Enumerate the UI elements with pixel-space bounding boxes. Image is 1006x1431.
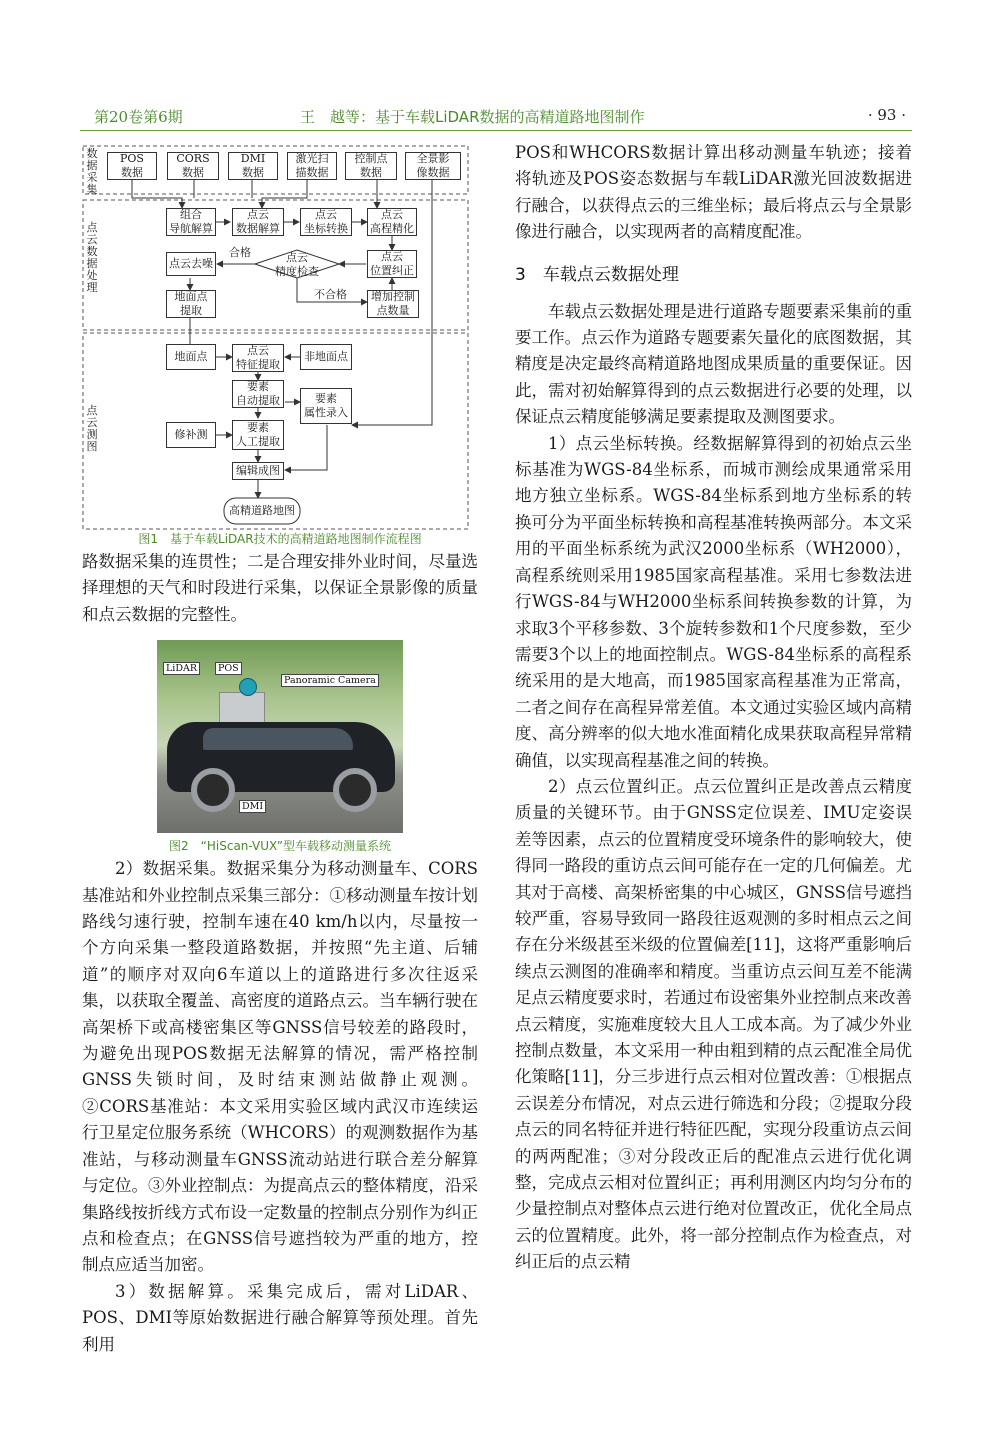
right-column: [515, 140, 912, 1276]
box-integrated-nav: 组合 导航解算: [166, 208, 216, 236]
box-hd-road-map: 高精道路地图: [229, 504, 295, 517]
label-data-collection: 数据采集: [86, 147, 98, 196]
label-lidar: LiDAR: [163, 662, 200, 675]
left-paragraph-3: 3）数据解算。采集完成后，需对LiDAR、POS、DMI等原始数据进行融合解算等预处理。首先利用: [82, 1281, 478, 1354]
label-panoramic-camera: Panoramic Camera: [281, 674, 379, 687]
box-laser-data: 激光扫 描数据: [287, 152, 337, 180]
figure-2-photo: [157, 640, 403, 833]
box-panorama-data: 全景影 像数据: [405, 152, 461, 180]
left-column: [82, 140, 478, 1358]
vehicle-window: [203, 728, 353, 750]
right-paragraph-3: 1）点云坐标转换。经数据解算得到的初始点云坐标基准为WGS-84坐标系，而城市测绘成果通常采用地方独立坐标系。WGS-84坐标系到地方坐标系的转换可分为平面坐标转换和高程基准转换两部分。本文采用的平面坐标系统为武汉2000坐标系（WH2000），高程系统则采用1985国家高程基准。采用七参数法进行WGS-84与WH2000坐标系间转换参数的计算，为求取3个平移参数、3个旋转参数和1个尺度参数，至少需要3个以上的地面控制点。WGS-84坐标系的高程系统采用的是大地高，而1985国家高程基准为正常高，二者之间存在高程异常差值。本文通过实验区域内高精度、高分辨率的似大地水准面精化成果获取高程异常精确值，以实现高程基准之间的转换。: [515, 433, 912, 770]
box-position-correct: 点云 位置纠正: [367, 250, 417, 278]
box-denoise: 点云去噪: [166, 252, 216, 276]
box-accuracy-check: 点云 精度检查: [275, 251, 319, 278]
figure-1-caption: 图1 基于车载LiDAR技术的高精道路地图制作流程图: [138, 532, 422, 546]
box-ground-extract: 地面点 提取: [166, 290, 216, 318]
rear-wheel: [333, 768, 377, 812]
box-auto-extract: 要素 自动提取: [232, 380, 284, 408]
section-3-title: 3 车载点云数据处理: [515, 264, 679, 285]
right-paragraph-4: 2）点云位置纠正。点云位置纠正是改善点云精度质量的关键环节。由于GNSS定位误差、IMU定姿误差等因素，点云的位置精度受环境条件的影响较大，使得同一路段的重访点云间可能存在一定的几何偏差。尤其对于高楼、高架桥密集的中心城区，GNSS信号遮挡较严重，容易导致同一路段往返观测的多时相点云之间存在分米级甚至米级的位置偏差[11]，这将严重影响后续点云测图的准确率和精度。当重访点云间互差不能满足点云精度要求时，若通过布设密集外业控制点来改善点云精度，实施难度较大且人工成本高。为了减少外业控制点数量，本文采用一种由粗到精的点云配准全局优化策略[11]，分三步进行点云相对位置改善：①根据点云误差分布情况，对点云进行筛选和分段；②提取分段点云的同名特征并进行特征匹配，实现分段重访点云间的两两配准；③对分段改正后的配准点云进行优化调整，完成点云相对位置纠正；再利用测区内均匀分布的少量控制点对整体点云进行绝对位置改正，优化全局点云的位置精度。此外，将一部分控制点作为检查点，对纠正后的点云精: [515, 776, 912, 1272]
label-dmi: DMI: [239, 800, 266, 813]
left-paragraph-2: 2）数据采集。数据采集分为移动测量车、CORS基准站和外业控制点采集三部分：①移动测量车按计划路线匀速行驶，控制车速在40 km/h以内，尽量按一个方向采集一整段道路数据，并按照“先主道、后辅道”的顺序对双向6车道以上的道路进行多次往返采集，以获取全覆盖、高密度的道路点云。当车辆行驶在高架桥下或高楼密集区等GNSS信号较差的路段时，为避免出现POS数据无法解算的情况，需严格控制GNSS失锁时间，及时结束测站做静止观测。②CORS基准站：本文采用实验区域内武汉市连续运行卫星定位服务系统（WHCORS）的观测数据作为基准站，与移动测量车GNSS流动站进行联合差分解算与定位。③外业控制点：为提高点云的整体精度，沿采集路线按折线方式布设一定数量的控制点分别作为纠正点和检查点；在GNSS信号遮挡较为严重的地方，控制点应适当加密。: [82, 859, 478, 1275]
left-paragraph-1: 路数据采集的连贯性；二是合理安排外业时间，尽量选择理想的天气和时段进行采集，以保证全景影像的质量和点云数据的完整性。: [82, 552, 478, 624]
box-nonground-points: 非地面点: [300, 344, 352, 370]
box-feature-extract: 点云 特征提取: [232, 344, 284, 372]
label-pointcloud-mapping: 点云测图: [86, 404, 98, 453]
label-fail: 不合格: [314, 288, 347, 301]
box-supplementary-survey: 修补测: [166, 422, 216, 448]
box-coord-transform: 点云 坐标转换: [300, 208, 352, 236]
box-cors-data: CORS 数据: [167, 152, 219, 180]
box-ground-points: 地面点: [166, 344, 216, 370]
running-header: [80, 104, 912, 131]
issue-label: 第20卷第6期: [94, 108, 183, 126]
label-pass: 合格: [229, 246, 251, 259]
box-pc-solve: 点云 数据解算: [232, 208, 284, 236]
running-title: 王 越等：基于车载LiDAR数据的高精道路地图制作: [300, 108, 645, 126]
box-pos-data: POS 数据: [107, 152, 157, 180]
box-manual-extract: 要素 人工提取: [232, 420, 284, 450]
box-elevation-refine: 点云 高程精化: [367, 208, 417, 236]
box-attribute-input: 要素 属性录入: [300, 388, 352, 424]
label-pointcloud-processing: 点云数据处理: [86, 221, 98, 294]
page-number: · 93 ·: [867, 106, 906, 124]
box-edit-map: 编辑成图: [232, 462, 284, 480]
box-control-data: 控制点 数据: [345, 152, 397, 180]
figure-1-flowchart: [82, 140, 472, 530]
figure-2-caption: 图2 “HiScan-VUX”型车载移动测量系统: [169, 839, 391, 854]
right-paragraph-1: POS和WHCORS数据计算出移动测量车轨迹；接着将轨迹及POS姿态数据与车载LiDAR激光回波数据进行融合，以获得点云的三维坐标；最后将点云与全景影像进行融合，以实现两者的高精度配准。: [515, 143, 912, 242]
right-paragraph-2: 车载点云数据处理是进行道路专题要素采集前的重要工作。点云作为道路专题要素矢量化的底图数据，其精度是决定最终高精道路地图成果质量的重要保证。因此，需对初始解算得到的点云数据进行必要的处理，以保证点云精度能够满足要素提取及测图要求。: [515, 301, 912, 427]
label-pos: POS: [215, 662, 242, 675]
box-dmi-data: DMI 数据: [228, 152, 278, 180]
box-add-control: 增加控制 点数量: [367, 290, 419, 318]
front-wheel: [191, 768, 235, 812]
